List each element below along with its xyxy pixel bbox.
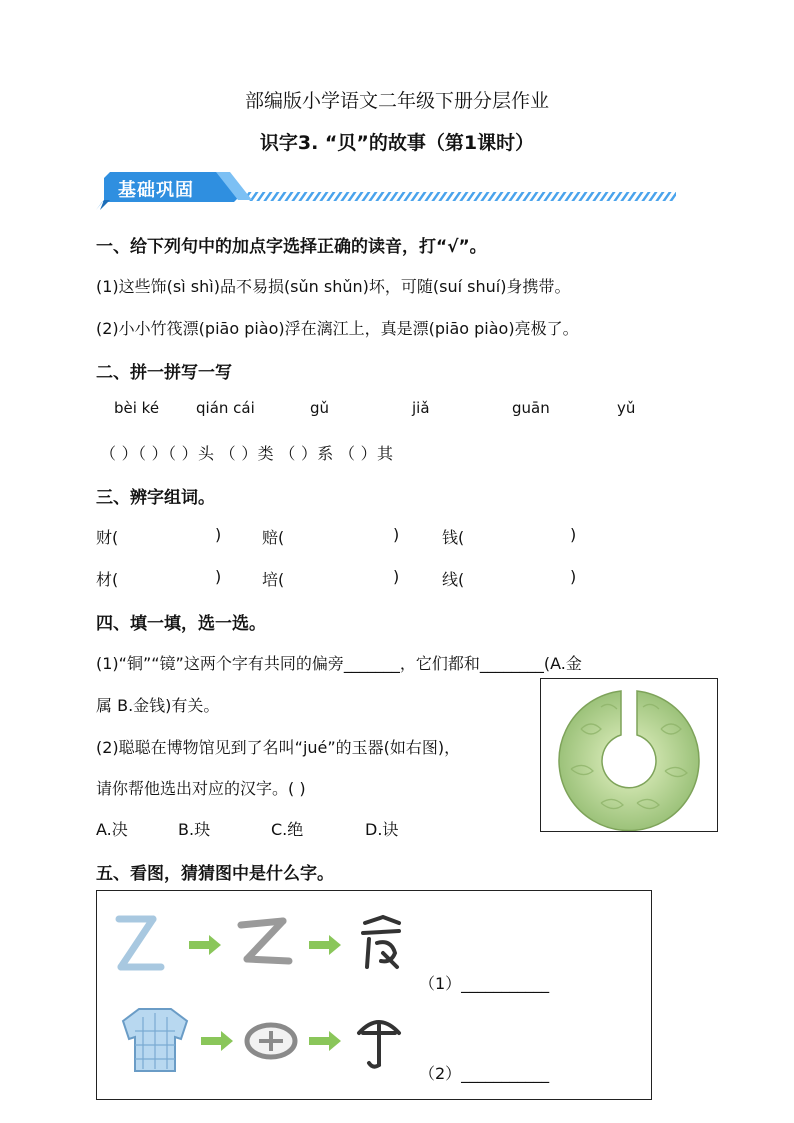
pinyin-1: bèi ké [114, 399, 160, 417]
armor-evolution [113, 1003, 413, 1077]
armor-icon [123, 1009, 187, 1071]
arrow-icon-3 [201, 1031, 233, 1051]
q3-r1-c3-close: ) [570, 525, 577, 544]
pinyin-2: qián cái [196, 399, 255, 417]
bent-bone-icon [241, 921, 289, 961]
pinyin-4: jiǎ [412, 399, 430, 417]
answer-1: （1）___________ [419, 974, 550, 993]
q3-r2-c2: 培( [262, 570, 285, 589]
q3-heading: 三、辨字组词。 [96, 488, 215, 508]
q3-r1-c2: 赔( [262, 528, 285, 547]
bone-evolution [113, 909, 413, 981]
arrow-icon-4 [309, 1031, 341, 1051]
q4-heading: 四、填一填，选一选。 [96, 614, 266, 634]
q4-s1b: 属 B.金钱)有关。 [96, 696, 220, 715]
q3-r2-c3-close: ) [570, 567, 577, 586]
pinyin-3: gǔ [310, 399, 330, 417]
q4-s1a: (1)“铜”“镜”这两个字有共同的偏旁_______，它们都和________(A.金 [96, 654, 582, 673]
jade-image [540, 678, 718, 832]
q3-r1-c1: 财( [96, 528, 119, 547]
q3-r2-c1: 材( [96, 570, 119, 589]
document-title: 部编版小学语文二年级下册分层作业 [244, 90, 549, 112]
pinyin-6: yǔ [617, 399, 636, 417]
q2-heading: 二、拼一拼写一写 [96, 363, 232, 383]
q3-r1-c1-close: ) [215, 525, 222, 544]
q4-s2b: 请你帮他选出对应的汉字。( ) [96, 779, 306, 798]
option-a: A.决 [96, 820, 128, 839]
q5-heading: 五、看图，猜猜图中是什么字。 [96, 864, 334, 884]
q3-r1-c3: 钱( [442, 528, 465, 547]
q3-r1-c2-close: ) [393, 525, 400, 544]
picture-puzzle-box [96, 890, 652, 1100]
option-d: D.诀 [365, 820, 399, 839]
arrow-icon [189, 935, 221, 955]
bone-icon [119, 919, 161, 967]
shield-icon [247, 1025, 295, 1057]
q2-answer-row: （ ）（ ）（ ）头 （ ）类 （ ）系 （ ）其 [100, 444, 394, 463]
arrow-icon-2 [309, 935, 341, 955]
q4-s2a: (2)聪聪在博物馆见到了名叫“jué”的玉器(如右图)， [96, 738, 461, 757]
q1-sentence-2: (2)小小竹筏漂(piāo piào)浮在漓江上，真是漂(piāo piào)亮极了。 [96, 319, 579, 338]
q3-r2-c2-close: ) [393, 567, 400, 586]
lesson-title: 识字3. “贝”的故事（第1课时） [259, 132, 535, 154]
section-banner [96, 170, 676, 212]
option-c: C.绝 [271, 820, 304, 839]
q1-heading: 一、给下列句中的加点字选择正确的读音，打“√”。 [96, 237, 487, 257]
ancient-glyph-icon-2 [359, 1022, 399, 1067]
q1-sentence-1: (1)这些饰(sì shì)品不易损(sǔn shǔn)坏，可随(suí shuí)身携带。 [96, 277, 571, 296]
option-b: B.玦 [178, 820, 211, 839]
q3-r2-c3: 线( [442, 570, 465, 589]
q3-r2-c1-close: ) [215, 567, 222, 586]
pinyin-5: guān [512, 399, 550, 417]
ancient-glyph-icon [363, 917, 399, 967]
answer-2: （2）___________ [419, 1064, 550, 1083]
banner-label: 基础巩固 [118, 180, 194, 201]
